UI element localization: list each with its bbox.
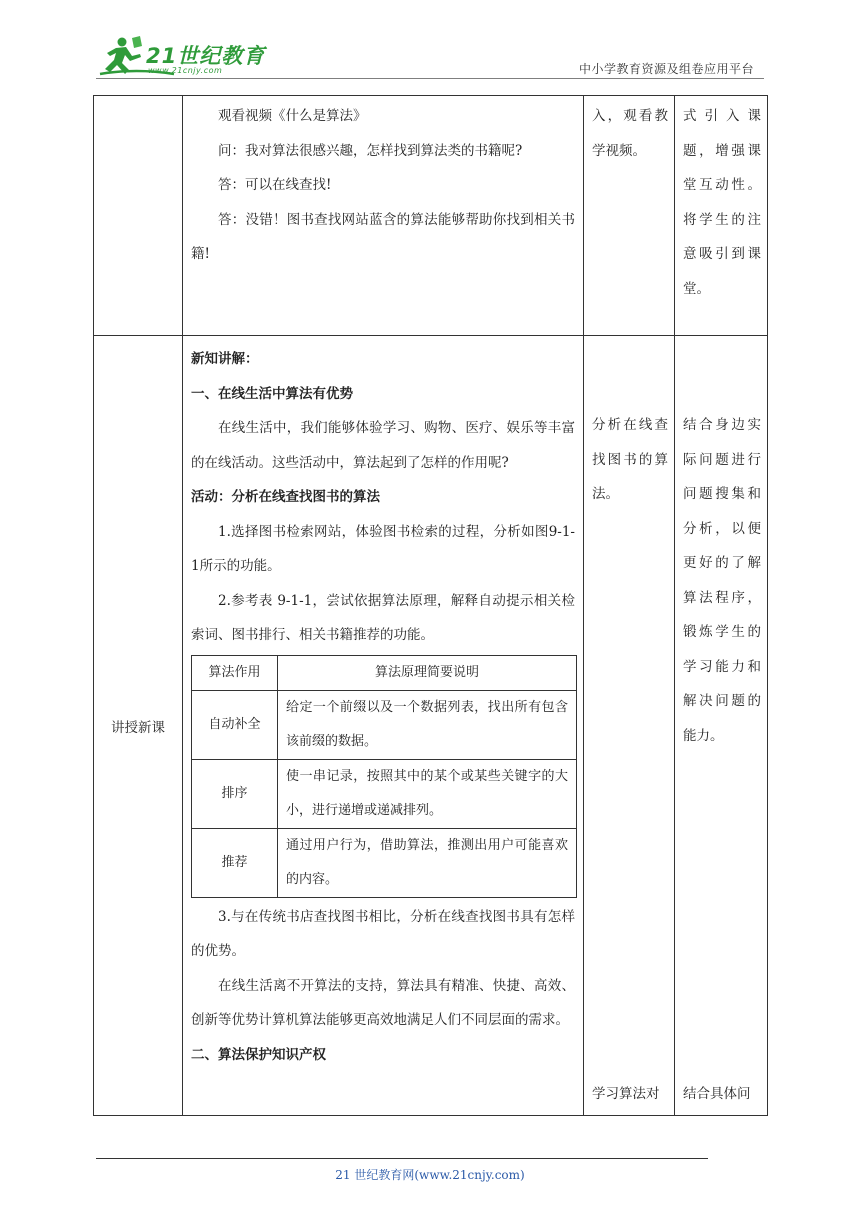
- stage-label: 讲授新课: [94, 336, 183, 1116]
- table-row: [94, 336, 768, 1116]
- lesson-plan-table: [93, 95, 768, 1116]
- design-intent-text: 式引入课题，增强课堂互动性。将学生的注意吸引到课堂。: [683, 108, 761, 297]
- table-row: [94, 96, 768, 336]
- design-intent-cell: [675, 336, 768, 1116]
- column-header: 算法作用: [192, 655, 278, 690]
- design-intent-text: 结合身边实际问题进行问题搜集和分析，以便更好的了解算法程序，锻炼学生的学习能力和解决问题的能力。: [683, 417, 761, 744]
- header-divider: [96, 78, 764, 79]
- student-activity-text: 学习算法对: [592, 1086, 660, 1102]
- algorithm-description: 给定一个前缀以及一个数据列表，找出所有包含该前缀的数据。: [278, 690, 577, 759]
- design-intent-cell: [675, 96, 768, 336]
- activity-heading: 活动：分析在线查找图书的算法: [191, 489, 380, 505]
- algorithm-name: 推荐: [192, 828, 278, 897]
- algorithm-table: [191, 655, 577, 898]
- student-activity-cell: [584, 336, 675, 1116]
- logo-wordmark: 21世纪教育: [146, 44, 266, 68]
- stage-cell: [94, 96, 183, 336]
- lesson-heading: 新知讲解：: [191, 351, 259, 367]
- teacher-activity-cell: [183, 336, 584, 1116]
- algorithm-description: 通过用户行为，借助算法，推测出用户可能喜欢的内容。: [278, 828, 577, 897]
- algorithm-name: 自动补全: [192, 690, 278, 759]
- footer-divider: [96, 1158, 708, 1159]
- teacher-activity-cell: [183, 96, 584, 336]
- table-row: [192, 759, 577, 828]
- video-line: 观看视频《什么是算法》: [218, 108, 367, 124]
- step-text: 1.选择图书检索网站，体验图书检索的过程，分析如图9-1-1所示的功能。: [191, 523, 575, 574]
- section-heading: 二、算法保护知识产权: [191, 1046, 326, 1063]
- student-activity-text: 入，观看教学视频。: [592, 108, 668, 159]
- algorithm-name: 排序: [192, 759, 278, 828]
- section-heading: 一、在线生活中算法有优势: [191, 385, 353, 402]
- table-row: [192, 690, 577, 759]
- algorithm-description: 使一串记录，按照其中的某个或某些关键字的大小，进行递增或递减排列。: [278, 759, 577, 828]
- step-text: 3.与在传统书店查找图书相比，分析在线查找图书具有怎样的优势。: [191, 908, 575, 959]
- design-intent-text: 结合具体问: [683, 1086, 751, 1102]
- column-header: 算法原理简要说明: [278, 655, 577, 690]
- paragraph: 在线生活中，我们能够体验学习、购物、医疗、娱乐等丰富的在线活动。这些活动中，算法起到了怎样的作用呢?: [191, 420, 575, 471]
- student-activity-cell: [584, 96, 675, 336]
- student-activity-text: 分析在线查找图书的算法。: [592, 417, 668, 502]
- table-row: [192, 828, 577, 897]
- footer-link[interactable]: 21 世纪教育网(www.21cnjy.com): [335, 1168, 525, 1182]
- paragraph: 在线生活离不开算法的支持，算法具有精准、快捷、高效、创新等优势计算机算法能够更高效地满足人们不同层面的需求。: [191, 977, 575, 1028]
- step-text: 2.参考表 9-1-1，尝试依据算法原理，解释自动提示相关检索词、图书排行、相关书籍推荐的功能。: [191, 592, 575, 643]
- answer-line: 答：可以在线查找!: [218, 177, 332, 193]
- question-line: 问：我对算法很感兴趣，怎样找到算法类的书籍呢?: [218, 142, 523, 159]
- logo-url: www.21cnjy.com: [148, 66, 223, 75]
- platform-name: 中小学教育资源及组卷应用平台: [578, 62, 754, 76]
- answer-line: 答：没错！图书查找网站蓝含的算法能够帮助你找到相关书籍!: [191, 211, 575, 262]
- table-row: [192, 655, 577, 690]
